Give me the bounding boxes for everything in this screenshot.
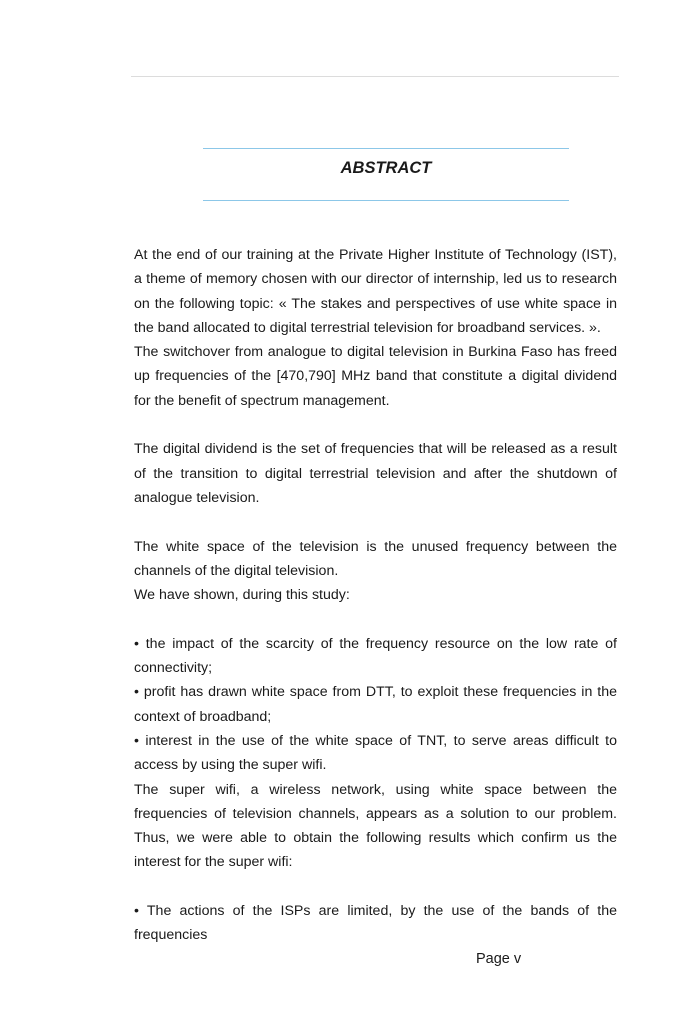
abstract-body [134,243,617,948]
title-top-rule [203,148,569,149]
bullet-interest: • interest in the use of the white space of TNT, to serve areas difficult to access by using the super wifi. [134,732,617,774]
paragraph-digital-dividend: The digital dividend is the set of frequencies that will be released as a result of the transition to digital terrestrial television and after the shutdown of analogue television. [134,441,617,506]
paragraph-intro: At the end of our training at the Private Higher Institute of Technology (IST), a theme of memory chosen with our director of internship, led us to research on the following topic: « The stakes and perspectives of use white space in the band allocated to digital terrestrial television for broadband services. ». [134,247,617,336]
paragraph-super-wifi: The super wifi, a wireless network, using white space between the frequencies of television channels, appears as a solution to our problem. Thus, we were able to obtain the following results which confirm us the interest for the super wifi: [134,781,617,871]
bullet-scarcity: • the impact of the scarcity of the frequency resource on the low rate of connectivity; [134,635,617,677]
paragraph-white-space: The white space of the television is the unused frequency between the channels of the digital television. [134,538,617,579]
header-rule [131,76,619,77]
paragraph-study-intro: We have shown, during this study: [134,587,350,604]
page-number: Page v [476,951,522,967]
bullet-isp-actions: • The actions of the ISPs are limited, by the use of the bands of the frequencies [134,903,617,944]
abstract-title: ABSTRACT [340,159,432,177]
bullet-profit: • profit has drawn white space from DTT, to exploit these frequencies in the context of broadband; [134,684,617,725]
paragraph-switchover: The switchover from analogue to digital television in Burkina Faso has freed up frequencies of the [470,790] MHz band that constitute a digital dividend for the benefit of spectrum management. [134,344,617,409]
title-bottom-rule [203,200,569,201]
